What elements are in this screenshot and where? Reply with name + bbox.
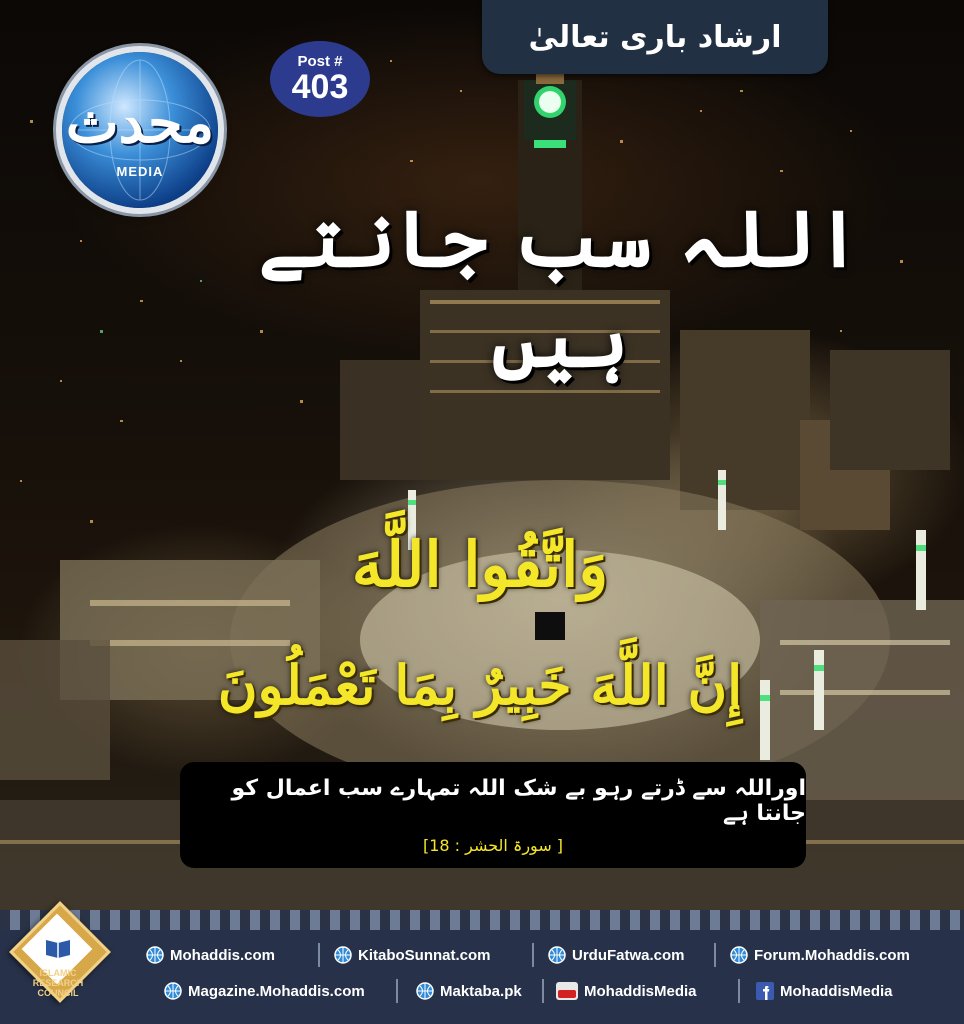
header-title: ارشاد باری تعالیٰ [528,19,782,55]
translation-box [180,762,806,868]
link-magazine[interactable] [164,978,365,1004]
globe-icon [164,982,182,1000]
link-separator [396,979,398,1003]
link-forum[interactable] [730,942,910,968]
link-separator [738,979,740,1003]
post-number: 403 [291,67,349,106]
link-urdufatwa[interactable] [548,942,685,968]
link-label: KitaboSunnat.com [358,946,491,964]
link-label: MohaddisMedia [584,982,697,1000]
link-label: Magazine.Mohaddis.com [188,982,365,1000]
globe-icon [146,946,164,964]
verse-line-1: وَاتَّقُوا اللَّهَ [351,528,609,601]
youtube-icon [556,982,578,1000]
globe-icon [416,982,434,1000]
link-label: MohaddisMedia [780,982,893,1000]
link-facebook[interactable] [756,978,893,1004]
islamic-research-council-emblem [18,908,98,1020]
mohaddis-media-logo [62,52,218,208]
link-mohaddis[interactable] [146,942,275,968]
link-label: Maktaba.pk [440,982,522,1000]
translation-text: اوراللہ سے ڈرتے رہو بے شک اللہ تمہارے سب اعمال کو جانتا ہے [231,775,806,826]
verse-line-2: إِنَّ اللَّهَ خَبِيرٌ بِمَا تَعْمَلُونَ [217,653,743,717]
link-maktaba[interactable] [416,978,522,1004]
post-label: Post # [297,52,343,70]
globe-icon [730,946,748,964]
header-tab [482,0,828,74]
globe-icon [334,946,352,964]
verse-reference: [ سورۃ الحشر : 18] [422,835,564,855]
council-name: ISLAMIC RESEARCH COUNCIL [32,968,84,998]
link-label: UrduFatwa.com [572,946,685,964]
link-separator [532,943,534,967]
decorative-band [0,910,964,930]
logo-label: MEDIA [116,164,164,179]
post-badge [270,41,370,117]
link-separator [542,979,544,1003]
link-separator [714,943,716,967]
globe-icon [548,946,566,964]
link-separator [318,943,320,967]
link-youtube[interactable] [556,978,697,1004]
headline: اللہ سب جانتے ہیں [258,194,862,385]
link-label: Forum.Mohaddis.com [754,946,910,964]
link-label: Mohaddis.com [170,946,276,964]
logo-script: محدث [65,90,215,156]
link-kitabosunnat[interactable] [334,942,491,968]
book-icon [44,936,72,958]
facebook-icon [756,982,774,1000]
